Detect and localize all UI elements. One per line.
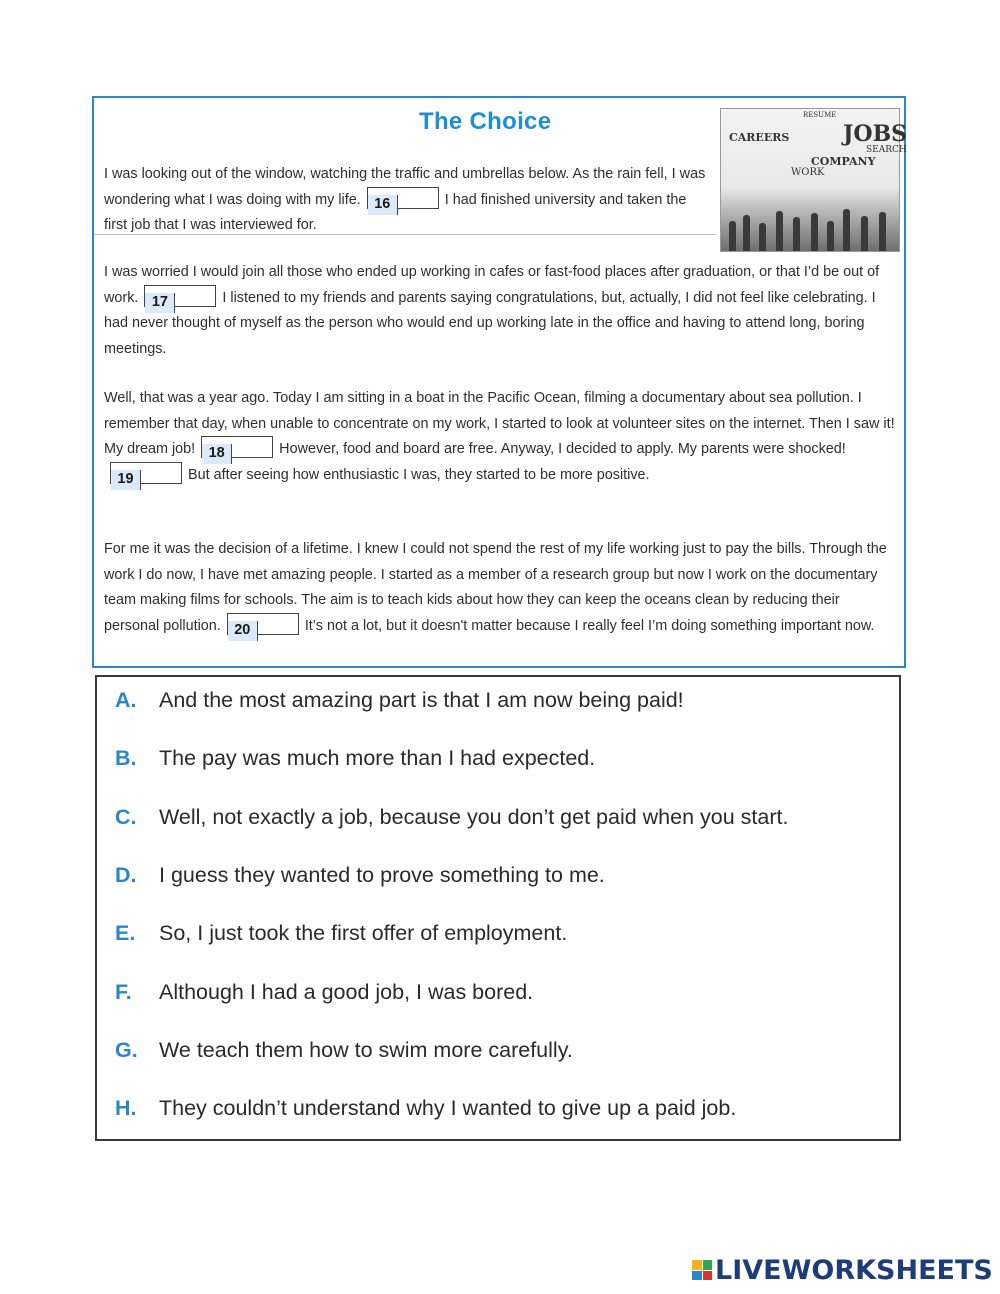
photo-word-jobs: JOBS — [843, 121, 908, 147]
option-a[interactable]: A. And the most amazing part is that I am now being paid! — [115, 688, 684, 712]
photo-word-search: SEARCH — [866, 145, 907, 155]
article-title: The Choice — [419, 108, 552, 135]
answer-options-box — [95, 675, 901, 1141]
gap-18[interactable]: 18 — [201, 436, 273, 458]
paragraph-2: I was worried I would join all those who ended up working in cafes or fast-food places after graduation, or that I’d be out of work. 17 I listened to my friends and parents saying congratulations, but, actually, I did not feel like celebrating. I had never thought of myself as the person who would end up working late in the office and having to attend long, boring meetings. — [104, 264, 880, 357]
photo-word-careers: CAREERS — [729, 131, 790, 144]
photo-people-silhouettes — [721, 203, 899, 251]
brand-name: LIVEWORKSHEETS — [715, 1254, 993, 1286]
option-b[interactable]: B. The pay was much more than I had expected. — [115, 746, 596, 770]
option-g[interactable]: G. We teach them how to swim more carefully. — [115, 1038, 573, 1062]
photo-word-work: WORK — [791, 167, 825, 178]
careers-photo — [720, 108, 908, 252]
gap-19[interactable]: 19 — [110, 462, 182, 484]
option-h[interactable]: H. They couldn’t understand why I wanted to give up a paid job. — [115, 1096, 737, 1120]
option-c[interactable]: C. Well, not exactly a job, because you don’t get paid when you start. — [115, 805, 789, 829]
paragraph-3: Well, that was a year ago. Today I am sitting in a boat in the Pacific Ocean, filming a documentary about sea pollution. I remember that day, when unable to concentrate on my work, I started to look at volunteer sites on the internet. Then I saw it! My dream job! 18 However, food and board are free. Anyway, I decided to apply. My parents were shocked!19 But after seeing how enthusiastic I was, they started to be more positive. — [104, 386, 896, 488]
gap-20[interactable]: 20 — [227, 613, 299, 635]
photo-word-resume: RESUME — [803, 111, 837, 119]
liveworksheets-logo[interactable] — [692, 1254, 993, 1286]
paragraph-4: For me it was the decision of a lifetime. I knew I could not spend the rest of my life working just to pay the bills. Through the work I do now, I have met amazing people. I started as a member of a research group but now I work on the documentary team making films for schools. The aim is to teach kids about how they can keep the oceans clean by reducing their personal pollution. 20 It’s not a lot, but it doesn't matter because I really feel I’m doing something important now. — [104, 537, 898, 639]
section-divider — [94, 234, 716, 235]
gap-17[interactable]: 17 — [144, 285, 216, 307]
paragraph-1: I was looking out of the window, watching the traffic and umbrellas below. As the rain fell, I was wondering what I was doing with my life. 16 I had finished university and taken the first job that I was interviewed for. — [104, 166, 706, 233]
photo-word-company: COMPANY — [811, 155, 876, 168]
option-d[interactable]: D. I guess they wanted to prove something to me. — [115, 863, 605, 887]
option-e[interactable]: E. So, I just took the first offer of employment. — [115, 921, 568, 945]
logo-grid-icon — [692, 1260, 712, 1280]
option-f[interactable]: F. Although I had a good job, I was bored. — [115, 980, 534, 1004]
article-frame — [92, 96, 906, 668]
gap-16[interactable]: 16 — [367, 187, 439, 209]
